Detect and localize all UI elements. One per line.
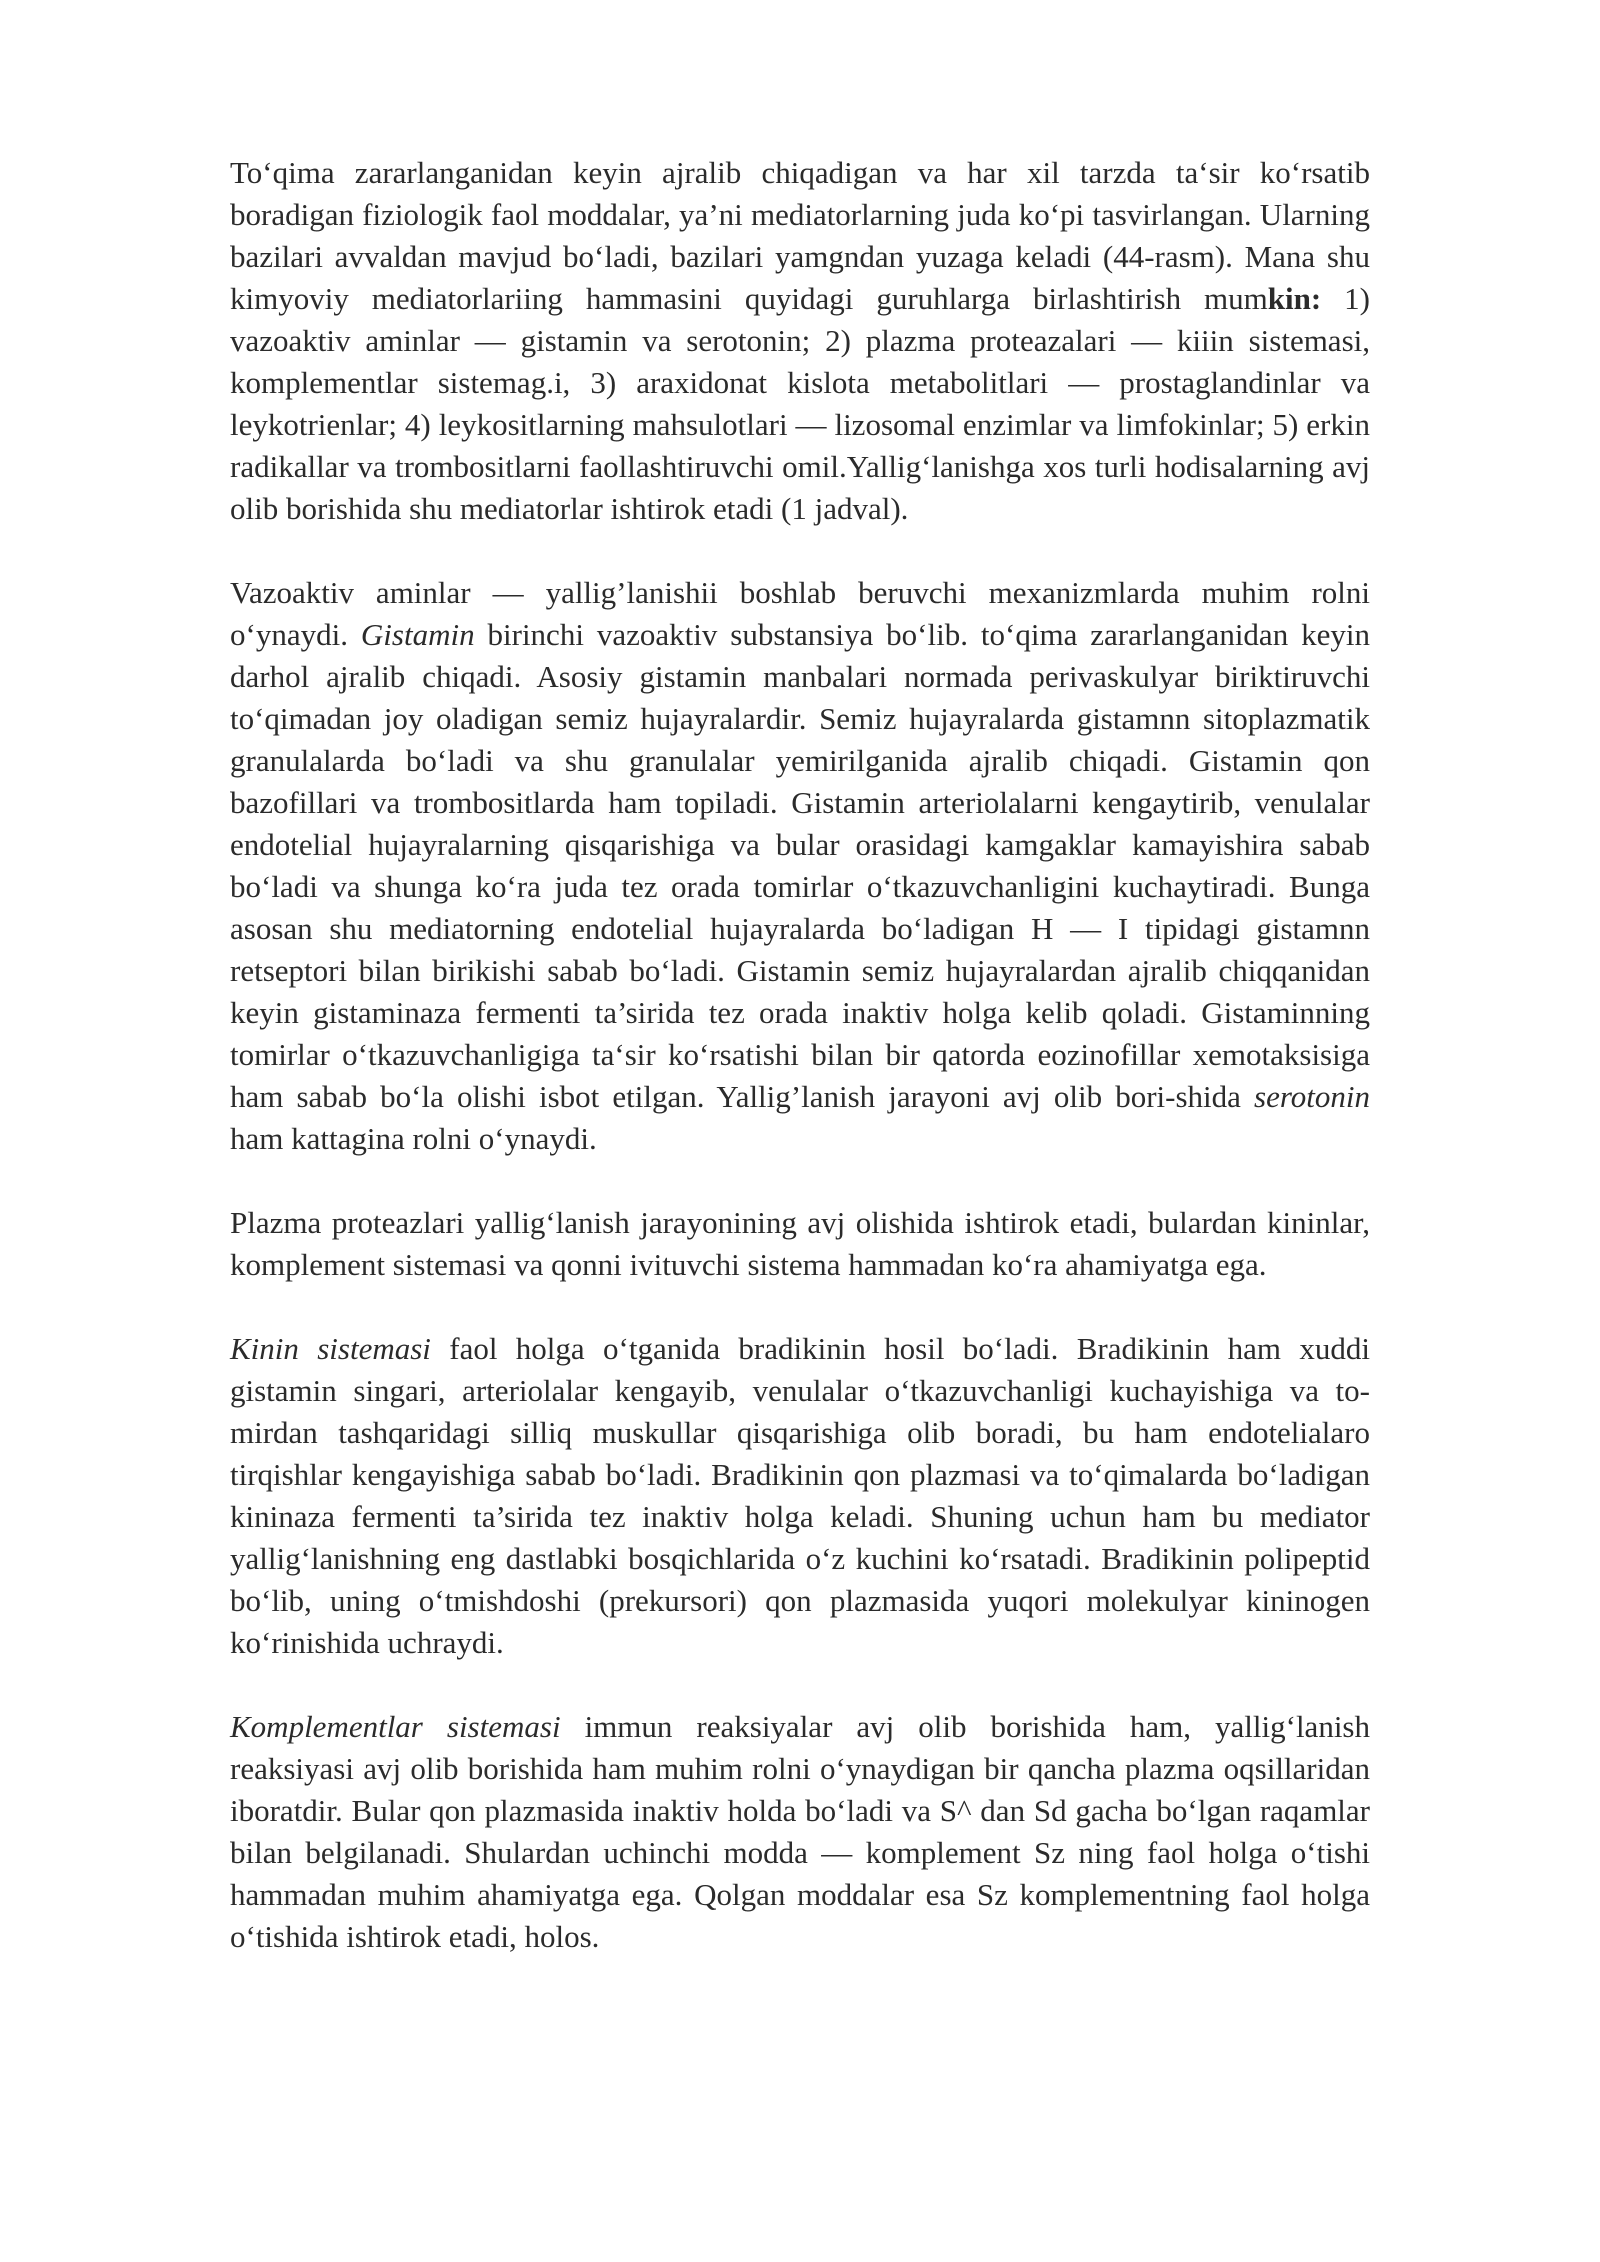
paragraph-plasma-proteases	[230, 1202, 1370, 1286]
bold-text: kin:	[1267, 281, 1322, 316]
paragraph-kinin-system	[230, 1328, 1370, 1664]
paragraph-mediators	[230, 152, 1370, 530]
italic-term-kinin-sistemasi: Kinin sistemasi	[230, 1331, 431, 1366]
paragraph-text: 1) vazoaktiv aminlar — gistamin va serotonin; 2) plazma proteazalari — kiiin sistemasi, komplementlar sistemag.i, 3) araxidonat kislota metabolitlari — prostaglandinlar va leykotrienlar; 4) leykositlarning mahsulotlari — lizosomal enzimlar va limfokinlar; 5) erkin radikallar va trombositlarni faollashtiruvchi omil.Yallig‘lanishga xos turli hodisalarning avj olib borishida shu mediatorlar ishtirok etadi (1 jadval).	[230, 281, 1371, 526]
paragraph-text: faol holga o‘tganida bradikinin hosil bo‘ladi. Bradikinin ham xuddi gistamin singari, arteriolalar kengayib, venulalar o‘tkazuvchanligi kuchayishiga va to-mirdan tashqaridagi silliq muskullar qisqarishiga olib boradi, bu ham endotelialaro tirqishlar kengayishiga sabab bo‘ladi. Bradikinin qon plazmasi va to‘qimalarda bo‘ladigan kininaza fermenti ta’sirida tez inaktiv holga keladi. Shuning uchun ham bu mediator yallig‘lanishning eng dastlabki bosqichlarida o‘z kuchini ko‘rsatadi. Bradikinin polipeptid bo‘lib, uning o‘tmishdoshi (prekursori) qon plazmasida yuqori molekulyar kininogen ko‘rinishida uchraydi.	[230, 1331, 1370, 1660]
paragraph-text: Vazoaktiv aminlar — yallig’lanishii boshlab beruvchi mexanizmlarda muhim rolni o‘ynaydi.	[230, 575, 1370, 652]
italic-term-gistamin: Gistamin	[360, 617, 475, 652]
paragraph-text: birinchi vazoaktiv substansiya bo‘lib. to‘qima zararlanganidan keyin darhol ajralib chiqadi. Asosiy gistamin manbalari normada perivaskulyar biriktiruvchi to‘qimadan joy oladigan semiz hujayralardir. Semiz hujayralarda gistamnn sitoplazmatik granulalarda bo‘ladi va shu granulalar yemirilganida ajralib chiqadi. Gistamin qon bazofillari va trombositlarda ham topiladi. Gistamin arteriolalarni kengaytirib, venulalar endotelial hujayralarning qisqarishiga va bular orasidagi kamgaklar kamayishira sabab bo‘ladi va shunga ko‘ra juda tez orada tomirlar o‘tkazuvchanligini kuchaytiradi. Bunga asosan shu mediatorning endotelial hujayralarda bo‘ladigan H — I tipidagi gistamnn retseptori bilan birikishi sabab bo‘ladi. Gistamin semiz hujayralardan ajralib chiqqanidan keyin gistaminaza fermenti ta’sirida tez orada inaktiv holga kelib qoladi. Gistaminning tomirlar o‘tkazuvchanligiga ta‘sir ko‘rsatishi bilan bir qatorda eozinofillar xemotaksisiga ham sabab bo‘la olishi isbot etilgan. Yallig’lanish jarayoni avj olib bori-shida	[230, 617, 1370, 1114]
italic-term-serotonin: serotonin	[1254, 1079, 1370, 1114]
italic-term-komplementlar-sistemasi: Komplementlar sistemasi	[230, 1709, 561, 1744]
paragraph-text: To‘qima zararlanganidan keyin ajralib chiqadigan va har xil tarzda ta‘sir ko‘rsatib boradigan fiziologik faol moddalar, ya’ni mediatorlarning juda ko‘pi tasvirlangan. Ularning bazilari avvaldan mavjud bo‘ladi, bazilari yamgndan yuzaga keladi (44-rasm). Mana shu kimyoviy mediatorlariing hammasini quyidagi guruhlarga birlashtirish mum	[230, 155, 1370, 316]
paragraph-complement-system	[230, 1706, 1370, 1958]
paragraph-vasoactive-amines	[230, 572, 1370, 1160]
paragraph-text: immun reaksiyalar avj olib borishida ham, yallig‘lanish reaksiyasi avj olib borishida ham muhim rolni o‘ynaydigan bir qancha plazma oqsillaridan iboratdir. Bular qon plazmasida inaktiv holda bo‘ladi va S^ dan Sd gacha bo‘lgan raqamlar bilan belgilanadi. Shulardan uchinchi modda — komplement Sz ning faol holga o‘tishi hammadan muhim ahamiyatga ega. Qolgan moddalar esa Sz komplementning faol holga o‘tishida ishtirok etadi, holos.	[230, 1709, 1370, 1954]
document-page	[230, 152, 1370, 1958]
paragraph-text: ham kattagina rolni o‘ynaydi.	[230, 1121, 597, 1156]
paragraph-text: Plazma proteazlari yallig‘lanish jarayonining avj olishida ishtirok etadi, bulardan kininlar, komplement sistemasi va qonni ivituvchi sistema hammadan ko‘ra ahamiyatga ega.	[230, 1205, 1370, 1282]
